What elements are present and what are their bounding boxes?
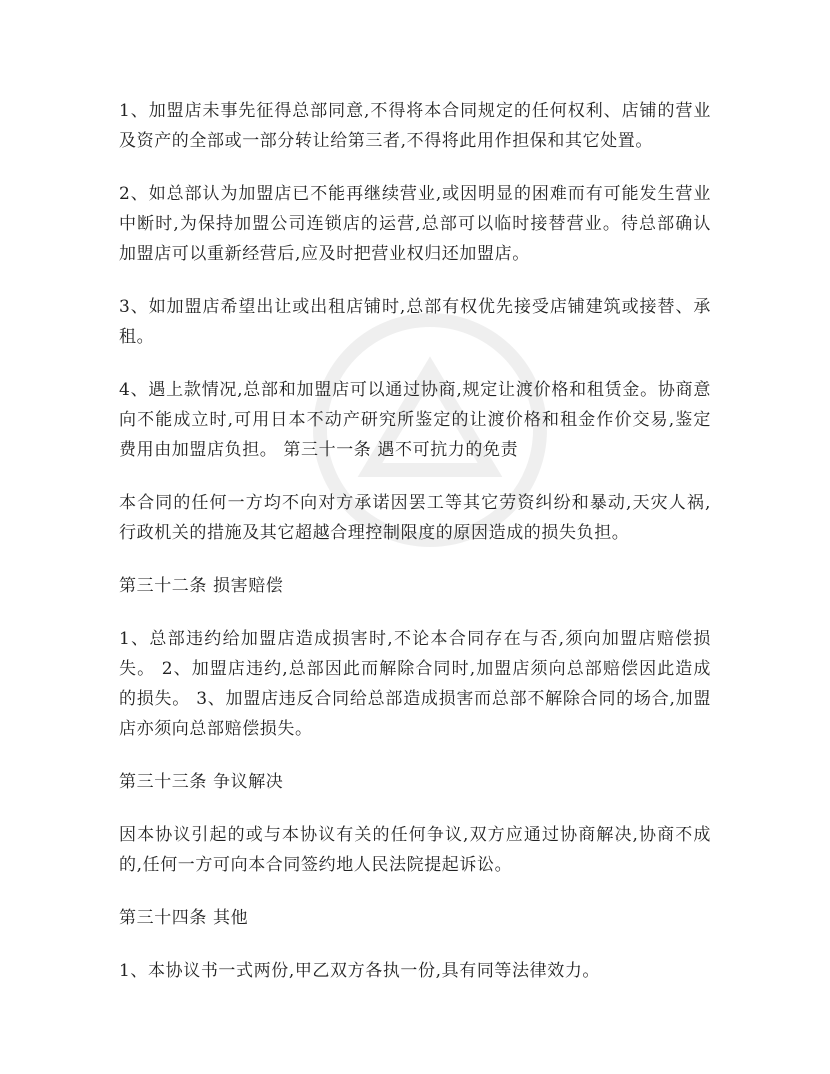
paragraph-business-takeover: 2、如总部认为加盟店已不能再继续营业,或因明显的困难而有可能发生营业中断时,为保持加盟公司连锁店的运营,总部可以临时接替营业。待总部确认加盟店可以重新经营后,应及时把营业权归还加盟店。 (119, 184, 711, 264)
heading-article-33: 第三十三条 争议解决 (119, 772, 284, 792)
document-body (119, 96, 711, 1009)
paragraph-transfer-restriction: 1、加盟店未事先征得总部同意,不得将本合同规定的任何权利、店铺的营业及资产的全部或一部分转让给第三者,不得将此用作担保和其它处置。 (119, 101, 711, 151)
paragraph-transfer-price: 4、遇上款情况,总部和加盟店可以通过协商,规定让渡价格和租赁金。协商意向不能成立时,可用日本不动产研究所鉴定的让渡价格和租金作价交易,鉴定费用由加盟店负担。 第三十一条 遇不可抗力的免责 (119, 380, 711, 460)
paragraph-copies: 1、本协议书一式两份,甲乙双方各执一份,具有同等法律效力。 (119, 961, 601, 981)
paragraph-dispute: 因本协议引起的或与本协议有关的任何争议,双方应通过协商解决,协商不成的,任何一方可向本合同签约地人民法院提起诉讼。 (119, 825, 711, 875)
paragraph-priority-lease: 3、如加盟店希望出让或出租店铺时,总部有权优先接受店铺建筑或接替、承租。 (119, 297, 711, 347)
heading-article-32: 第三十二条 损害赔偿 (119, 576, 284, 596)
heading-article-34: 第三十四条 其他 (119, 908, 249, 928)
paragraph-damages: 1、总部违约给加盟店造成损害时,不论本合同存在与否,须向加盟店赔偿损失。 2、加盟店违约,总部因此而解除合同时,加盟店须向总部赔偿因此造成的损失。 3、加盟店违反合同给总部造成损害而总部不解除合同的场合,加盟店亦须向总部赔偿损失。 (119, 629, 711, 739)
paragraph-force-majeure: 本合同的任何一方均不向对方承诺因罢工等其它劳资纠纷和暴动,天灾人祸,行政机关的措施及其它超越合理控制限度的原因造成的损失负担。 (119, 493, 711, 543)
